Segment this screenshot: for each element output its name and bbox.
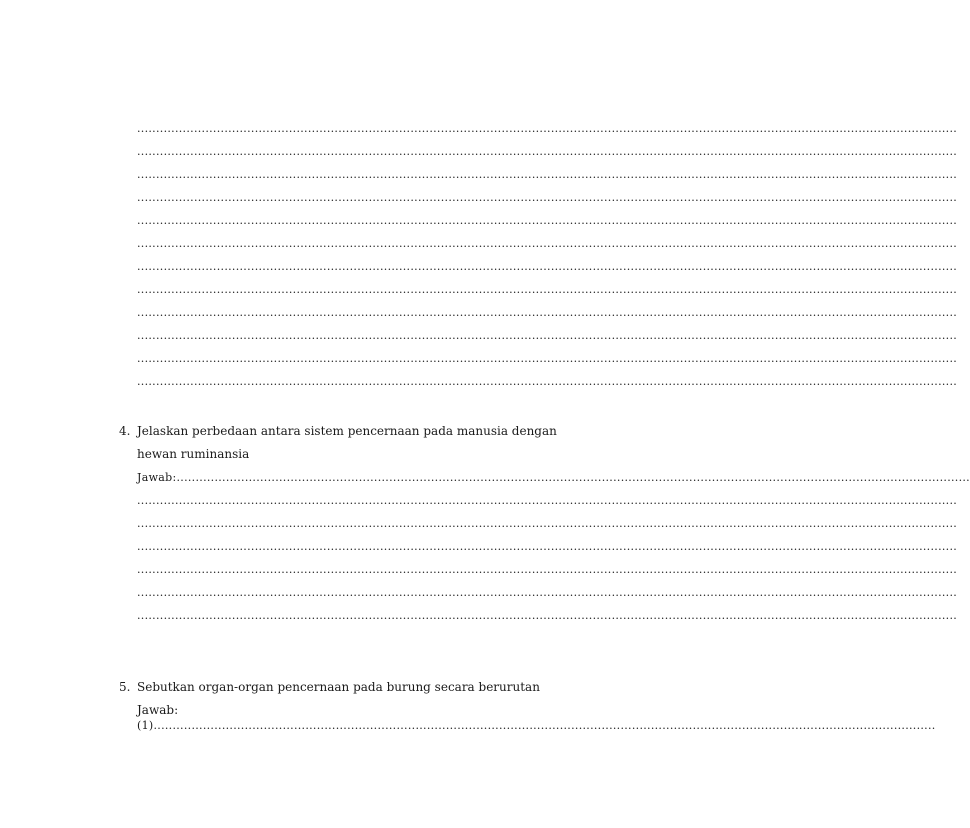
answer-line: ........................................................................................................................................................................................................................ <box>137 540 958 553</box>
answer-line: ........................................................................................................................................................................................................................ <box>137 168 958 181</box>
answer-line: ........................................................................................................................................................................................................................ <box>137 494 958 507</box>
answer-line: ........................................................................................................................................................................................................................ <box>137 352 958 365</box>
answer-line: ........................................................................................................................................................................................................................ <box>137 329 958 342</box>
answer-line: ........................................................................................................................................................................................................................ <box>137 306 958 319</box>
answer-line: ........................................................................................................................................................................................................................ <box>137 214 958 227</box>
question-5-number: 5. <box>119 680 131 694</box>
answer-line: ........................................................................................................................................................................................................................ <box>137 375 958 388</box>
answer-line: ........................................................................................................................................................................................................................ <box>137 145 958 158</box>
question-5-text: Sebutkan organ-organ pencernaan pada burung secara berurutan <box>137 680 540 694</box>
answer-line: ........................................................................................................................................................................................................................ <box>137 260 958 273</box>
question-4-text-line1: Jelaskan perbedaan antara sistem pencernaan pada manusia dengan <box>137 424 557 438</box>
question-4-text-line2: hewan ruminansia <box>137 447 250 461</box>
question-5-answer-label: Jawab: <box>137 703 179 717</box>
answer-line: ........................................................................................................................................................................................................................ <box>137 517 958 530</box>
question-5-first-item: (1).............................................................................................................................................................................................................. <box>137 719 936 732</box>
answer-line: ........................................................................................................................................................................................................................ <box>137 586 958 599</box>
answer-line: ........................................................................................................................................................................................................................ <box>137 563 958 576</box>
question-4-answer-label: Jawab:................................................................................................................................................................................................................. <box>137 471 970 484</box>
answer-line: ........................................................................................................................................................................................................................ <box>137 191 958 204</box>
answer-line: ........................................................................................................................................................................................................................ <box>137 237 958 250</box>
answer-line: ........................................................................................................................................................................................................................ <box>137 122 958 135</box>
answer-line: ........................................................................................................................................................................................................................ <box>137 609 958 622</box>
question-4-number: 4. <box>119 424 131 438</box>
answer-line: ........................................................................................................................................................................................................................ <box>137 283 958 296</box>
